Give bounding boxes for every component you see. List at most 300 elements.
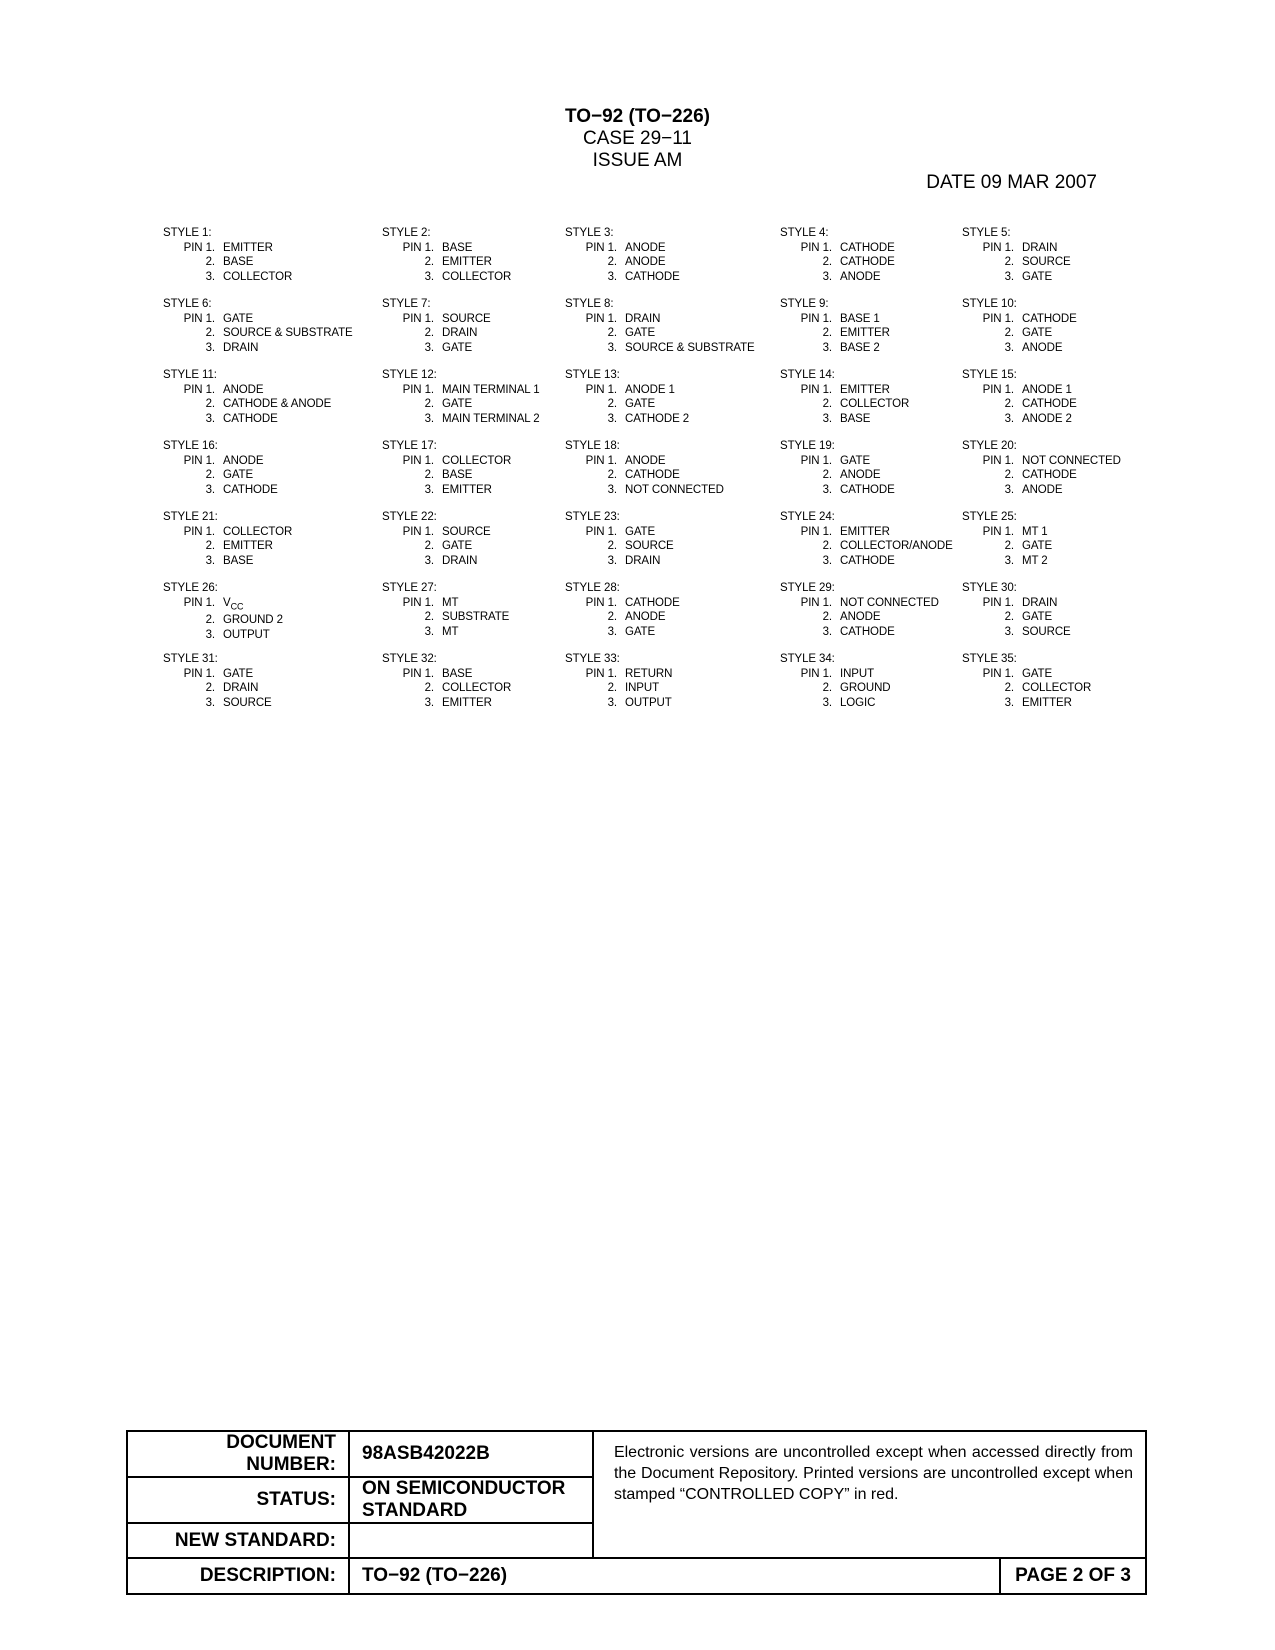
pin-assignment (780, 610, 939, 625)
document-number-value: 98ASB42022B (349, 1431, 593, 1477)
style-block (163, 581, 283, 642)
style-label: STYLE 12: (382, 369, 437, 381)
pin-assignment (962, 341, 1077, 356)
pin-number: 3. (1004, 270, 1014, 283)
pin-function: GATE (442, 341, 473, 354)
style-block (163, 510, 292, 568)
pin-function: DRAIN (625, 312, 661, 325)
style-block (565, 652, 672, 710)
pin-number: PIN 1. (402, 383, 434, 396)
pin-assignment (962, 383, 1077, 398)
style-row (163, 439, 1121, 510)
pin-number: 2. (205, 469, 215, 481)
pin-assignment (780, 625, 939, 640)
pin-function: MT (442, 625, 459, 638)
pin-assignment (780, 454, 895, 469)
issue-label: ISSUE AM (592, 150, 683, 171)
pin-number: 3. (1004, 412, 1014, 425)
pin-assignment (163, 255, 292, 270)
pin-assignment (565, 610, 680, 625)
style-block (780, 297, 890, 355)
style-label: STYLE 2: (382, 227, 431, 239)
pin-number: PIN 1. (585, 241, 617, 254)
pin-assignment (962, 255, 1071, 270)
style-label: STYLE 10: (962, 298, 1017, 310)
pin-number: 2. (822, 256, 832, 268)
style-label: STYLE 29: (780, 582, 835, 594)
pin-number: PIN 1. (800, 241, 832, 254)
style-label: STYLE 33: (565, 653, 620, 665)
pin-function: CATHODE (223, 412, 278, 425)
pin-assignment (163, 468, 278, 483)
pin-function: CATHODE (1022, 469, 1077, 481)
pin-number: 2. (822, 327, 832, 339)
pin-function: LOGIC (840, 696, 876, 709)
pin-assignment (382, 468, 511, 483)
pin-number: 2. (822, 469, 832, 481)
pin-number: PIN 1. (585, 312, 617, 325)
pin-function: CATHODE & ANODE (223, 398, 332, 410)
pin-function: GROUND 2 (223, 614, 283, 627)
pin-number: PIN 1. (982, 383, 1014, 396)
pin-number: PIN 1. (585, 667, 617, 680)
pin-assignment (565, 241, 680, 256)
pin-function: GATE (223, 667, 254, 680)
pin-number: 2. (424, 469, 434, 481)
pin-number: 3. (424, 341, 434, 354)
pin-number: 3. (607, 341, 617, 354)
pin-assignment (962, 454, 1121, 469)
style-row (163, 652, 1113, 723)
pin-assignment (163, 628, 283, 643)
pin-assignment (962, 696, 1091, 711)
style-block (382, 439, 511, 497)
pin-number: PIN 1. (800, 667, 832, 680)
pin-number: 2. (822, 611, 832, 623)
pin-number: PIN 1. (800, 525, 832, 538)
pin-function: MAIN TERMINAL 2 (442, 412, 540, 425)
style-block (565, 226, 680, 284)
package-title: TO−92 (TO−226) (564, 106, 711, 127)
style-block (780, 226, 895, 284)
style-block (382, 368, 540, 426)
pin-function: EMITTER (223, 540, 273, 552)
pin-function: GATE (1022, 611, 1053, 623)
new-standard-value (349, 1523, 593, 1558)
pin-assignment (962, 397, 1077, 412)
pin-assignment (780, 312, 890, 327)
pin-assignment (780, 397, 909, 412)
pin-assignment (565, 525, 674, 540)
pin-assignment (565, 667, 672, 682)
pin-function: GATE (442, 398, 473, 410)
pin-function: DRAIN (442, 554, 478, 567)
pin-assignment (565, 681, 672, 696)
pin-number: 3. (424, 270, 434, 283)
pin-assignment (163, 341, 353, 356)
pin-assignment (780, 681, 891, 696)
pin-assignment (780, 596, 939, 611)
style-label: STYLE 1: (163, 227, 212, 239)
pin-function: SOURCE (1022, 256, 1071, 268)
pin-number: PIN 1. (402, 596, 434, 609)
pin-function: EMITTER (840, 525, 890, 538)
pin-function: BASE 1 (840, 312, 880, 325)
pin-assignment (962, 596, 1071, 611)
pin-assignment (780, 383, 909, 398)
pin-assignment (780, 525, 953, 540)
style-label: STYLE 7: (382, 298, 431, 310)
pin-number: 2. (205, 614, 215, 627)
style-block (565, 581, 680, 639)
pin-number: 2. (424, 540, 434, 552)
pin-number: 2. (822, 682, 832, 694)
style-block (962, 510, 1052, 568)
pin-number: 3. (822, 483, 832, 496)
pin-number: PIN 1. (800, 383, 832, 396)
style-label: STYLE 19: (780, 440, 835, 452)
pin-number: 3. (1004, 625, 1014, 638)
pin-function: ANODE 1 (625, 383, 675, 396)
pin-function: SOURCE (442, 312, 491, 325)
pin-number: PIN 1. (982, 525, 1014, 538)
controlled-copy-notice: Electronic versions are uncontrolled except when accessed directly from the Document Repository. Printed versions are uncontrolled except when stamped “CONTROLLED COPY” in red. (593, 1431, 1146, 1558)
pin-function: COLLECTOR (1022, 682, 1092, 694)
style-block (962, 581, 1071, 639)
pin-assignment (163, 383, 331, 398)
pin-function: GATE (625, 525, 656, 538)
style-block (565, 510, 674, 568)
pin-function: ANODE (625, 256, 666, 268)
pin-assignment (565, 596, 680, 611)
pin-number: 3. (205, 554, 215, 567)
pin-function: SOURCE (1022, 625, 1071, 638)
style-block (780, 439, 895, 497)
pin-assignment (382, 681, 511, 696)
style-block (780, 510, 953, 568)
pin-function: BASE (442, 667, 473, 680)
pin-function: COLLECTOR (223, 525, 293, 538)
pin-assignment (382, 255, 511, 270)
pin-assignment (163, 326, 353, 341)
pin-number: PIN 1. (402, 312, 434, 325)
pin-function: ANODE (625, 611, 666, 623)
style-label: STYLE 26: (163, 582, 218, 594)
pin-function: ANODE (840, 611, 881, 623)
pin-number: 3. (607, 625, 617, 638)
pin-number: 3. (607, 412, 617, 425)
pin-assignment (382, 454, 511, 469)
pin-assignment (163, 681, 272, 696)
pin-number: PIN 1. (183, 667, 215, 680)
pin-assignment (962, 483, 1121, 498)
pin-number: PIN 1. (183, 312, 215, 325)
pin-function: NOT CONNECTED (1022, 454, 1121, 467)
document-header (0, 106, 1275, 172)
pin-styles-grid (163, 226, 1121, 723)
pin-function: EMITTER (442, 696, 492, 709)
pin-number: 2. (1004, 469, 1014, 481)
title-block (126, 1430, 1147, 1595)
pin-assignment (962, 667, 1091, 682)
pin-assignment (780, 667, 891, 682)
style-label: STYLE 28: (565, 582, 620, 594)
style-label: STYLE 3: (565, 227, 614, 239)
pin-function: ANODE (625, 454, 666, 467)
pin-function: GATE (223, 312, 254, 325)
style-block (962, 226, 1071, 284)
pin-function: CATHODE (840, 483, 895, 496)
description-label: DESCRIPTION: (127, 1558, 349, 1594)
pin-number: 3. (1004, 696, 1014, 709)
pin-assignment (962, 241, 1071, 256)
pin-number: 3. (424, 625, 434, 638)
pin-number: 2. (1004, 256, 1014, 268)
pin-function: ANODE (625, 241, 666, 254)
style-label: STYLE 23: (565, 511, 620, 523)
pin-function: BASE (442, 469, 473, 481)
pin-number: 3. (822, 412, 832, 425)
style-label: STYLE 18: (565, 440, 620, 452)
style-block (382, 226, 511, 284)
pin-assignment (163, 270, 292, 285)
pin-number: 2. (607, 611, 617, 623)
style-block (382, 510, 491, 568)
pin-number: 3. (424, 554, 434, 567)
pin-assignment (780, 412, 909, 427)
pin-number: 3. (822, 270, 832, 283)
pin-assignment (565, 483, 724, 498)
pin-assignment (382, 539, 491, 554)
page-number: PAGE 2 OF 3 (1000, 1558, 1146, 1594)
pin-function: CATHODE (1022, 312, 1077, 325)
pin-number: 2. (607, 327, 617, 339)
pin-number: 3. (424, 412, 434, 425)
pin-function: DRAIN (1022, 241, 1058, 254)
pin-function: DRAIN (625, 554, 661, 567)
pin-number: 2. (822, 398, 832, 410)
pin-assignment (163, 596, 283, 614)
pin-function: DRAIN (223, 341, 259, 354)
pin-assignment (382, 397, 540, 412)
pin-number: 2. (205, 398, 215, 410)
style-label: STYLE 16: (163, 440, 218, 452)
pin-assignment (962, 412, 1077, 427)
pin-assignment (780, 696, 891, 711)
pin-function: MT (442, 596, 459, 609)
style-label: STYLE 34: (780, 653, 835, 665)
pin-number: 3. (205, 483, 215, 496)
pin-assignment (780, 326, 890, 341)
pin-assignment (962, 270, 1071, 285)
pin-number: 2. (607, 540, 617, 552)
pin-function: CATHODE (840, 241, 895, 254)
pin-function: INPUT (625, 682, 660, 694)
style-block (163, 368, 331, 426)
pin-function: $V_{CC}$ (223, 596, 244, 611)
pin-function: NOT CONNECTED (840, 596, 939, 609)
pin-number: 2. (607, 682, 617, 694)
pin-assignment (962, 468, 1121, 483)
pin-function: CATHODE 2 (625, 412, 690, 425)
pin-function: GATE (840, 454, 871, 467)
style-label: STYLE 6: (163, 298, 212, 310)
pin-assignment (163, 667, 272, 682)
style-block (565, 297, 755, 355)
pin-assignment (163, 525, 292, 540)
pin-number: PIN 1. (402, 525, 434, 538)
pin-function: GATE (625, 398, 656, 410)
pin-assignment (565, 468, 724, 483)
pin-number: PIN 1. (402, 241, 434, 254)
pin-number: PIN 1. (402, 454, 434, 467)
pin-assignment (962, 539, 1052, 554)
pin-assignment (382, 270, 511, 285)
pin-function: CATHODE (625, 469, 680, 481)
pin-number: 3. (205, 696, 215, 709)
pin-function: GATE (223, 469, 254, 481)
pin-function: ANODE (1022, 341, 1063, 354)
pin-function: ANODE (223, 454, 264, 467)
pin-number: 3. (205, 270, 215, 283)
pin-assignment (962, 525, 1052, 540)
pin-assignment (382, 326, 491, 341)
pin-function: GATE (1022, 270, 1053, 283)
pin-function: GATE (1022, 540, 1053, 552)
pin-function: CATHODE (625, 270, 680, 283)
pin-function: COLLECTOR (840, 398, 910, 410)
style-label: STYLE 4: (780, 227, 829, 239)
pin-assignment (962, 681, 1091, 696)
pin-function: EMITTER (840, 327, 890, 339)
style-block (962, 297, 1077, 355)
style-block (962, 368, 1077, 426)
pin-number: 3. (822, 625, 832, 638)
pin-function: OUTPUT (625, 696, 672, 709)
pin-assignment (382, 554, 491, 569)
pin-assignment (382, 667, 511, 682)
pin-number: 2. (424, 398, 434, 410)
style-label: STYLE 13: (565, 369, 620, 381)
style-label: STYLE 8: (565, 298, 614, 310)
pin-number: PIN 1. (982, 454, 1014, 467)
pin-number: PIN 1. (982, 667, 1014, 680)
style-label: STYLE 25: (962, 511, 1017, 523)
pin-assignment (382, 383, 540, 398)
pin-number: PIN 1. (183, 454, 215, 467)
pin-assignment (565, 397, 689, 412)
pin-assignment (565, 383, 689, 398)
style-label: STYLE 14: (780, 369, 835, 381)
pin-function: BASE 2 (840, 341, 880, 354)
pin-function: COLLECTOR/ANODE (840, 540, 953, 552)
pin-function: MT 2 (1022, 554, 1048, 567)
style-block (780, 368, 909, 426)
pin-function: RETURN (625, 667, 673, 680)
pin-assignment (163, 554, 292, 569)
pin-assignment (780, 483, 895, 498)
style-block (382, 652, 511, 710)
pin-number: 2. (607, 398, 617, 410)
pin-function: CATHODE (840, 625, 895, 638)
style-label: STYLE 15: (962, 369, 1017, 381)
pin-number: 2. (205, 682, 215, 694)
pin-assignment (565, 255, 680, 270)
pin-number: PIN 1. (982, 241, 1014, 254)
style-label: STYLE 17: (382, 440, 437, 452)
style-row (163, 226, 1113, 297)
pin-number: 3. (822, 696, 832, 709)
pin-assignment (382, 596, 509, 611)
pin-number: 2. (424, 327, 434, 339)
style-block (382, 297, 491, 355)
style-label: STYLE 9: (780, 298, 829, 310)
style-block (163, 226, 292, 284)
pin-number: PIN 1. (183, 596, 215, 609)
pin-function: EMITTER (1022, 696, 1072, 709)
pin-assignment (382, 312, 491, 327)
document-date: DATE 09 MAR 2007 (926, 172, 1097, 193)
style-block (780, 652, 891, 710)
style-block (565, 368, 689, 426)
pin-number: PIN 1. (800, 312, 832, 325)
pin-assignment (163, 412, 331, 427)
pin-assignment (382, 696, 511, 711)
status-label: STATUS: (127, 1477, 349, 1523)
pin-number: 2. (822, 540, 832, 552)
pin-number: 2. (205, 327, 215, 339)
pin-assignment (565, 270, 680, 285)
pin-assignment (962, 554, 1052, 569)
style-label: STYLE 22: (382, 511, 437, 523)
pin-function: SOURCE (442, 525, 491, 538)
pin-assignment (565, 412, 689, 427)
pin-function: SOURCE & SUBSTRATE (625, 341, 755, 354)
pin-number: 3. (822, 554, 832, 567)
pin-function: COLLECTOR (442, 270, 512, 283)
style-label: STYLE 21: (163, 511, 218, 523)
pin-number: PIN 1. (402, 667, 434, 680)
style-label: STYLE 27: (382, 582, 437, 594)
style-label: STYLE 20: (962, 440, 1017, 452)
pin-number: 3. (205, 341, 215, 354)
pin-number: PIN 1. (982, 312, 1014, 325)
case-number: CASE 29−11 (583, 128, 692, 149)
pin-number: 3. (607, 696, 617, 709)
style-row (163, 581, 1113, 652)
pin-number: 2. (205, 540, 215, 552)
pin-assignment (962, 625, 1071, 640)
pin-assignment (163, 241, 292, 256)
style-row (163, 510, 1113, 581)
pin-number: 2. (424, 682, 434, 694)
pin-assignment (780, 539, 953, 554)
pin-assignment (163, 483, 278, 498)
pin-function: COLLECTOR (442, 454, 512, 467)
style-block (163, 439, 278, 497)
pin-function: EMITTER (442, 256, 492, 268)
style-label: STYLE 35: (962, 653, 1017, 665)
pin-function: NOT CONNECTED (625, 483, 724, 496)
pin-function: ANODE 2 (1022, 412, 1072, 425)
pin-number: PIN 1. (585, 596, 617, 609)
style-row (163, 297, 1113, 368)
pin-number: PIN 1. (585, 383, 617, 396)
pin-assignment (382, 610, 509, 625)
pin-function: GATE (442, 540, 473, 552)
pin-number: 3. (607, 483, 617, 496)
pin-function: GATE (625, 625, 656, 638)
